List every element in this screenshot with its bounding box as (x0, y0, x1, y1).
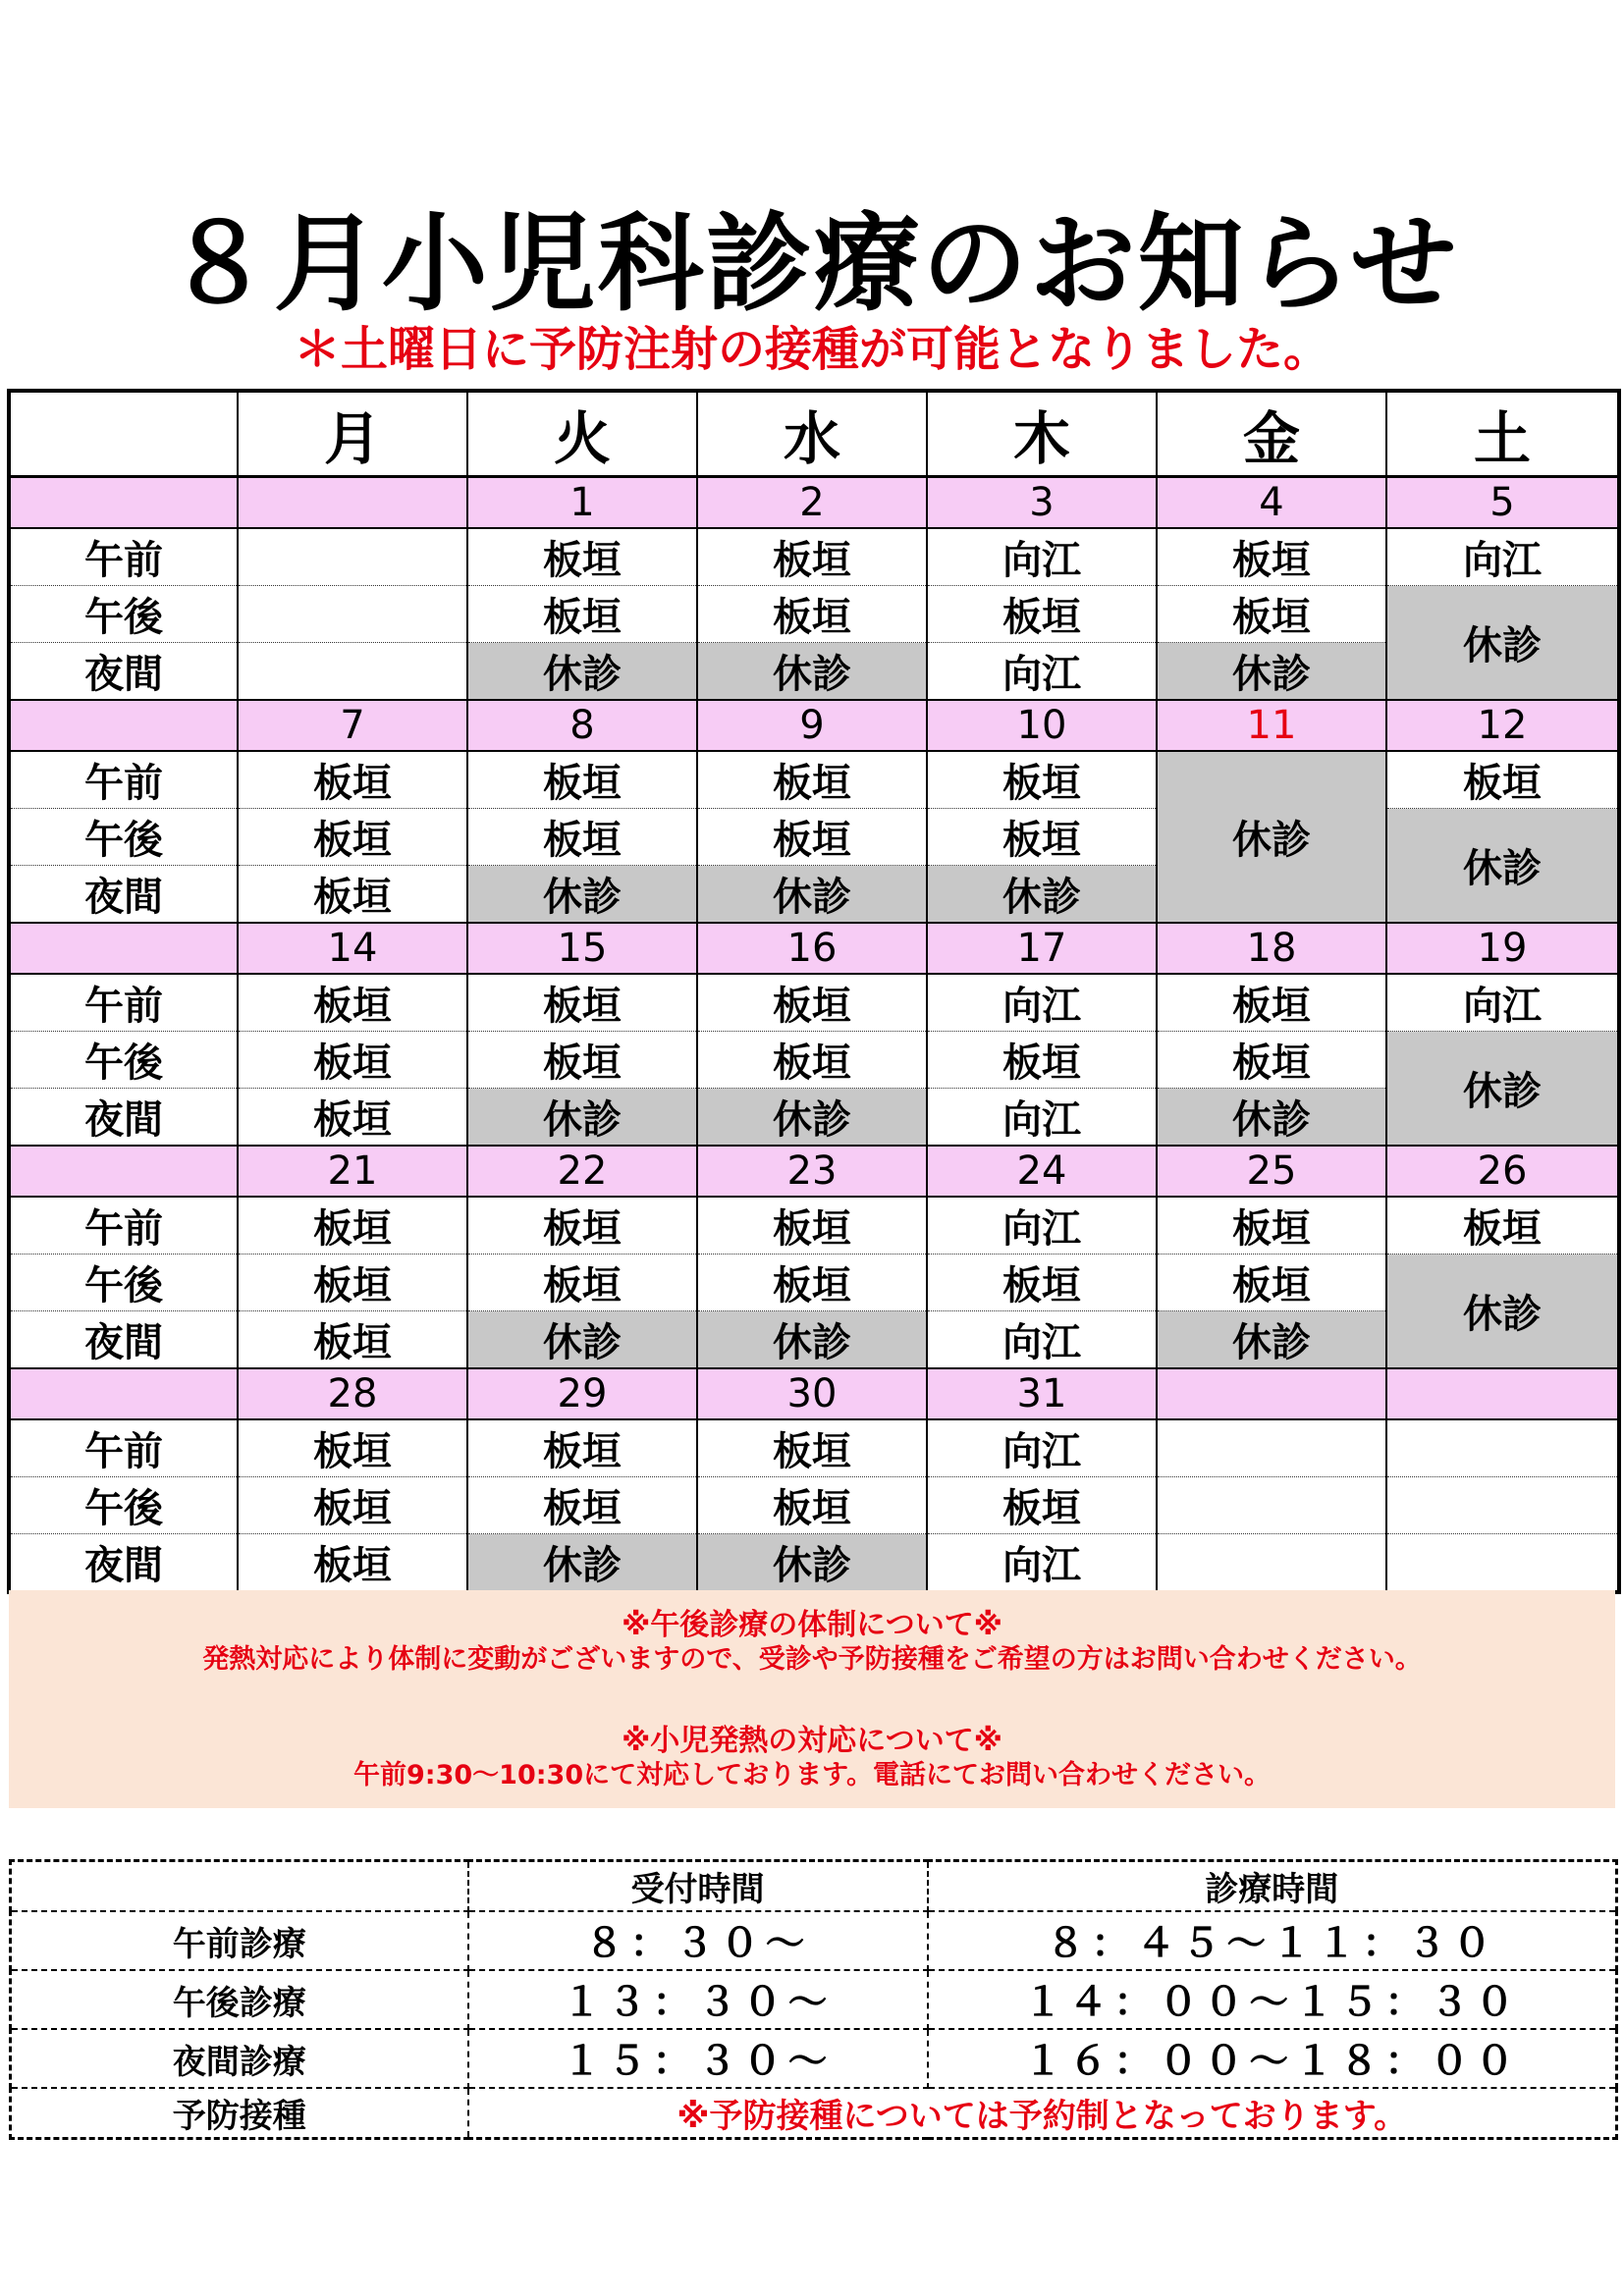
schedule-cell: 板垣 (238, 1311, 467, 1369)
date-cell: 15 (467, 923, 697, 974)
slot-label: 夜間 (9, 1089, 238, 1147)
schedule-cell: 板垣 (927, 1477, 1157, 1534)
schedule-cell: 休診 (467, 1311, 697, 1369)
hours-header-blank (11, 1861, 468, 1912)
schedule-calendar (7, 389, 1621, 1594)
schedule-cell: 板垣 (467, 1032, 697, 1089)
slot-label: 午後 (9, 809, 238, 866)
hours-reception: ８：３０～ (468, 1911, 928, 1970)
notice-body-afternoon: 発熱対応により体制に変動がございますので、受診や予防接種をご希望の方はお問い合わせください。 (202, 1644, 1422, 1675)
date-cell: 11 (1157, 700, 1386, 751)
date-cell: 3 (927, 477, 1157, 529)
schedule-cell: 板垣 (467, 586, 697, 643)
hours-consultation: ８：４５～１１：３０ (928, 1911, 1617, 1970)
slot-row (9, 643, 1619, 701)
hours-consultation: １４：００～１５：３０ (928, 1970, 1617, 2029)
slot-row (9, 1255, 1619, 1311)
schedule-cell: 休診 (697, 1089, 927, 1147)
date-cell: 5 (1386, 477, 1619, 529)
slot-label: 夜間 (9, 643, 238, 701)
schedule-cell: 板垣 (467, 528, 697, 586)
schedule-cell: 板垣 (927, 809, 1157, 866)
schedule-cell: 向江 (927, 1534, 1157, 1593)
slot-row (9, 1419, 1619, 1477)
schedule-cell (1157, 1477, 1386, 1534)
schedule-cell: 板垣 (238, 1032, 467, 1089)
page-title: ８月小児科診療のお知らせ (165, 203, 1459, 326)
notice-box (9, 1590, 1615, 1808)
schedule-cell (238, 528, 467, 586)
schedule-cell: 休診 (467, 1534, 697, 1593)
schedule-cell: 休診 (1386, 1032, 1619, 1147)
schedule-cell (238, 643, 467, 701)
schedule-cell: 休診 (697, 643, 927, 701)
schedule-cell: 休診 (467, 643, 697, 701)
slot-row (9, 1089, 1619, 1147)
date-cell: 23 (697, 1146, 927, 1197)
weekday-header: 火 (467, 391, 697, 477)
hours-header-consultation: 診療時間 (928, 1861, 1617, 1912)
date-cell (238, 477, 467, 529)
schedule-cell: 板垣 (238, 974, 467, 1032)
schedule-cell: 板垣 (467, 1255, 697, 1311)
slot-row (9, 528, 1619, 586)
schedule-cell: 板垣 (238, 1419, 467, 1477)
schedule-cell: 板垣 (1157, 586, 1386, 643)
date-cell: 1 (467, 477, 697, 529)
page-subtitle: ＊土曜日に予防注射の接種が可能となりました。 (293, 322, 1330, 377)
date-cell: 30 (697, 1368, 927, 1419)
vaccination-note: ※予防接種については予約制となっております。 (468, 2088, 1617, 2139)
hours-reception: １３：３０～ (468, 1970, 928, 2029)
slot-label: 午前 (9, 528, 238, 586)
schedule-cell: 板垣 (238, 1197, 467, 1255)
date-row (9, 1146, 1619, 1197)
slot-label: 午前 (9, 1419, 238, 1477)
date-cell: 10 (927, 700, 1157, 751)
schedule-cell (1157, 1419, 1386, 1477)
slot-row (9, 586, 1619, 643)
hours-header-reception: 受付時間 (468, 1861, 928, 1912)
date-cell: 21 (238, 1146, 467, 1197)
slot-row (9, 1032, 1619, 1089)
schedule-cell: 板垣 (238, 809, 467, 866)
schedule-cell: 板垣 (238, 1534, 467, 1593)
schedule-cell: 休診 (1157, 643, 1386, 701)
hours-label: 夜間診療 (11, 2029, 468, 2088)
date-cell (1386, 1368, 1619, 1419)
schedule-cell: 板垣 (697, 528, 927, 586)
corner-cell (9, 391, 238, 477)
schedule-cell: 向江 (927, 1089, 1157, 1147)
date-row-label (9, 1146, 238, 1197)
schedule-cell: 板垣 (1157, 1032, 1386, 1089)
schedule-cell: 板垣 (467, 809, 697, 866)
slot-label: 午後 (9, 1032, 238, 1089)
slot-label: 夜間 (9, 1534, 238, 1593)
schedule-cell: 休診 (1157, 751, 1386, 923)
schedule-cell (1386, 1534, 1619, 1593)
notice-body-fever: 午前9:30～10:30にて対応しております。電話にてお問い合わせください。 (353, 1760, 1271, 1790)
schedule-cell: 板垣 (927, 586, 1157, 643)
weekday-header: 月 (238, 391, 467, 477)
schedule-cell: 板垣 (927, 1032, 1157, 1089)
schedule-cell: 休診 (1157, 1089, 1386, 1147)
date-cell: 17 (927, 923, 1157, 974)
schedule-cell: 向江 (1386, 974, 1619, 1032)
schedule-cell (238, 586, 467, 643)
schedule-cell: 板垣 (238, 751, 467, 809)
date-row-label (9, 1368, 238, 1419)
date-cell: 16 (697, 923, 927, 974)
schedule-cell (1386, 1419, 1619, 1477)
date-row-label (9, 477, 238, 529)
schedule-cell: 板垣 (697, 751, 927, 809)
date-cell: 31 (927, 1368, 1157, 1419)
date-cell: 14 (238, 923, 467, 974)
schedule-cell: 向江 (927, 643, 1157, 701)
hours-reception: １５：３０～ (468, 2029, 928, 2088)
slot-label: 夜間 (9, 1311, 238, 1369)
schedule-cell: 板垣 (1157, 1255, 1386, 1311)
schedule-cell (1157, 1534, 1386, 1593)
slot-label: 夜間 (9, 866, 238, 924)
schedule-cell: 板垣 (697, 586, 927, 643)
date-cell: 4 (1157, 477, 1386, 529)
date-row-label (9, 923, 238, 974)
date-row (9, 1368, 1619, 1419)
schedule-cell: 板垣 (238, 1089, 467, 1147)
schedule-cell: 休診 (1386, 1255, 1619, 1369)
schedule-cell (1386, 1477, 1619, 1534)
slot-row (9, 1197, 1619, 1255)
notice-heading-fever: ※小児発熱の対応について※ (622, 1724, 1002, 1758)
date-cell: 19 (1386, 923, 1619, 974)
schedule-cell: 向江 (927, 1419, 1157, 1477)
slot-label: 午後 (9, 586, 238, 643)
date-cell: 28 (238, 1368, 467, 1419)
date-cell: 24 (927, 1146, 1157, 1197)
schedule-cell: 板垣 (697, 809, 927, 866)
weekday-header: 木 (927, 391, 1157, 477)
schedule-cell: 板垣 (1157, 974, 1386, 1032)
schedule-cell: 板垣 (238, 1255, 467, 1311)
schedule-cell: 板垣 (927, 1255, 1157, 1311)
slot-row (9, 1311, 1619, 1369)
date-cell: 26 (1386, 1146, 1619, 1197)
date-cell: 12 (1386, 700, 1619, 751)
notice-heading-afternoon: ※午後診療の体制について※ (622, 1608, 1002, 1642)
schedule-cell: 休診 (467, 1089, 697, 1147)
schedule-cell: 休診 (697, 866, 927, 924)
schedule-cell: 板垣 (467, 1419, 697, 1477)
schedule-cell: 板垣 (697, 1197, 927, 1255)
weekday-header: 金 (1157, 391, 1386, 477)
schedule-cell: 板垣 (697, 1032, 927, 1089)
weekday-header: 土 (1386, 391, 1619, 477)
weekday-header: 水 (697, 391, 927, 477)
schedule-cell: 向江 (927, 974, 1157, 1032)
schedule-cell: 向江 (927, 528, 1157, 586)
hours-table (9, 1859, 1618, 2140)
date-cell: 18 (1157, 923, 1386, 974)
slot-label: 午後 (9, 1255, 238, 1311)
date-cell: 29 (467, 1368, 697, 1419)
schedule-cell: 板垣 (467, 1477, 697, 1534)
date-cell: 9 (697, 700, 927, 751)
schedule-cell: 休診 (1386, 586, 1619, 701)
schedule-cell: 板垣 (1157, 1197, 1386, 1255)
slot-label: 午前 (9, 974, 238, 1032)
schedule-cell: 板垣 (467, 751, 697, 809)
schedule-cell: 休診 (927, 866, 1157, 924)
schedule-cell: 板垣 (697, 974, 927, 1032)
schedule-cell: 板垣 (467, 974, 697, 1032)
slot-row (9, 1477, 1619, 1534)
weekday-header-row (9, 391, 1619, 477)
slot-row (9, 974, 1619, 1032)
schedule-cell: 休診 (1157, 1311, 1386, 1369)
date-cell: 7 (238, 700, 467, 751)
schedule-cell: 向江 (1386, 528, 1619, 586)
date-row (9, 700, 1619, 751)
schedule-cell: 休診 (467, 866, 697, 924)
schedule-cell: 板垣 (1157, 528, 1386, 586)
vaccination-label: 予防接種 (11, 2088, 468, 2139)
date-cell: 2 (697, 477, 927, 529)
date-row (9, 477, 1619, 529)
date-cell: 22 (467, 1146, 697, 1197)
date-row-label (9, 700, 238, 751)
schedule-cell: 板垣 (1386, 1197, 1619, 1255)
slot-label: 午前 (9, 1197, 238, 1255)
schedule-cell: 板垣 (1386, 751, 1619, 809)
schedule-cell: 板垣 (697, 1419, 927, 1477)
date-cell: 8 (467, 700, 697, 751)
schedule-cell: 板垣 (697, 1477, 927, 1534)
schedule-cell: 向江 (927, 1197, 1157, 1255)
schedule-cell: 板垣 (238, 866, 467, 924)
schedule-cell: 休診 (697, 1311, 927, 1369)
schedule-cell: 板垣 (238, 1477, 467, 1534)
schedule-cell: 向江 (927, 1311, 1157, 1369)
slot-row (9, 1534, 1619, 1593)
date-row (9, 923, 1619, 974)
schedule-cell: 休診 (697, 1534, 927, 1593)
hours-consultation: １６：００～１８：００ (928, 2029, 1617, 2088)
date-cell: 25 (1157, 1146, 1386, 1197)
date-cell (1157, 1368, 1386, 1419)
slot-label: 午前 (9, 751, 238, 809)
schedule-cell: 休診 (1386, 809, 1619, 924)
hours-label: 午後診療 (11, 1970, 468, 2029)
schedule-cell: 板垣 (467, 1197, 697, 1255)
slot-row (9, 751, 1619, 809)
schedule-cell: 板垣 (697, 1255, 927, 1311)
slot-label: 午後 (9, 1477, 238, 1534)
hours-label: 午前診療 (11, 1911, 468, 1970)
schedule-cell: 板垣 (927, 751, 1157, 809)
